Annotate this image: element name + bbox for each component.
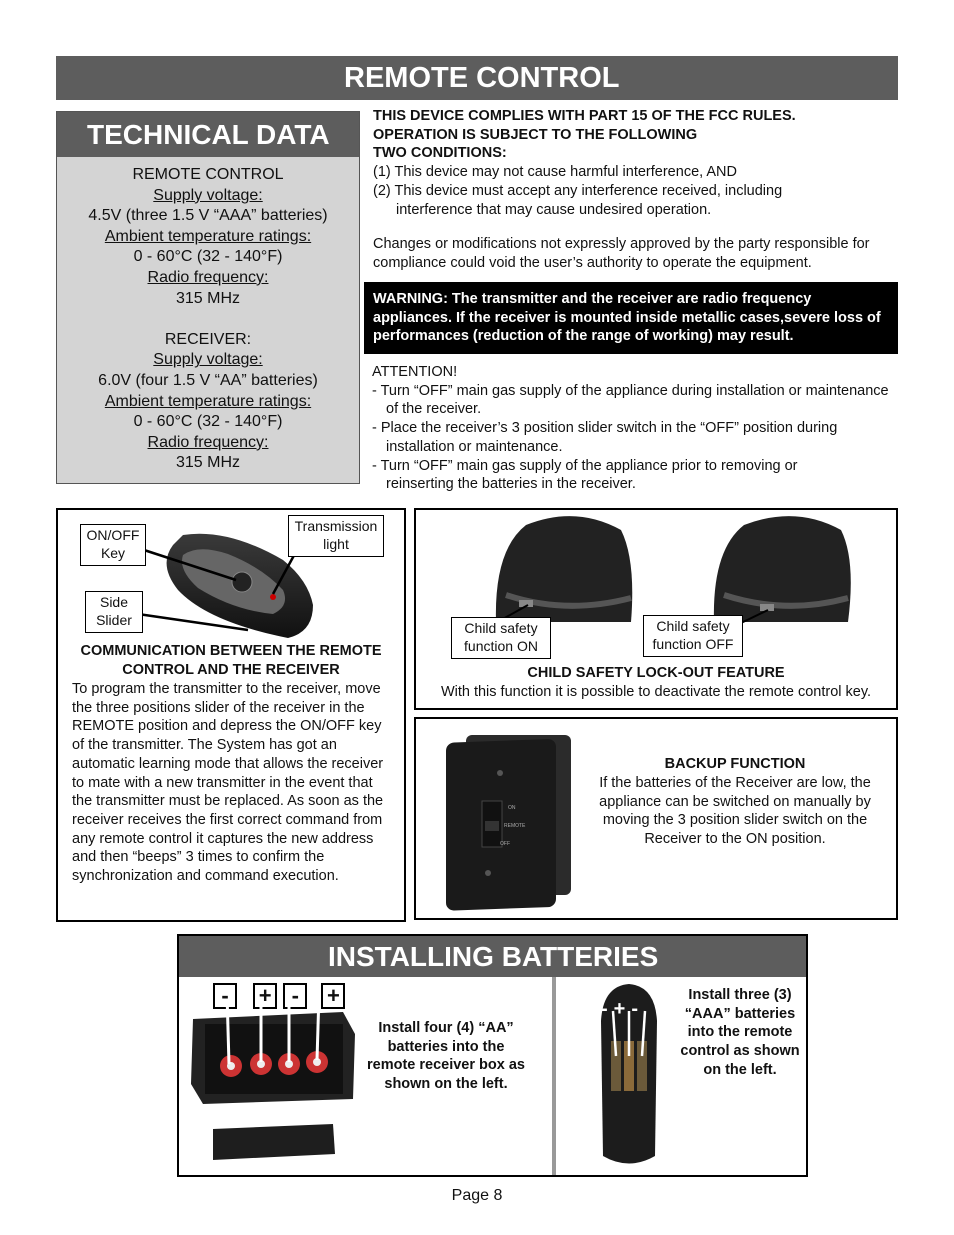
remote-radio-label: Radio frequency:: [147, 268, 269, 286]
remote-temp: 0 - 60°C (32 - 140°F): [133, 248, 283, 266]
attention-item-3: - Turn “OFF” main gas supply of the appliance prior to removing or reinserting the batteries in the receiver.: [372, 457, 798, 493]
receiver-supply-label: Supply voltage:: [153, 351, 263, 369]
switch-label-off: OFF: [500, 841, 510, 847]
receiver-voltage: 6.0V (four 1.5 V “AA” batteries): [98, 371, 318, 389]
receiver-switch-photo: [438, 723, 578, 919]
fcc-line-3: TWO CONDITIONS:: [373, 145, 507, 162]
receiver-radio-label: Radio frequency:: [147, 433, 269, 451]
attention-section: [372, 363, 897, 494]
remote-polarity-3: -: [631, 998, 645, 1020]
backup-body: If the batteries of the Receiver are low, the appliance can be switched on manually by moving the 3 position slider switch on the Receiver to the ON position.: [599, 775, 871, 848]
callout-onoff-key: ON/OFF Key: [80, 524, 146, 566]
receiver-temp: 0 - 60°C (32 - 140°F): [133, 413, 283, 431]
fcc-line-1: THIS DEVICE COMPLIES WITH PART 15 OF THE FCC RULES.: [373, 108, 796, 124]
remote-freq: 315 MHz: [175, 289, 241, 307]
switch-label-remote: REMOTE: [504, 823, 526, 829]
remote-polarity-1: -: [601, 998, 614, 1020]
receiver-label: RECEIVER:: [164, 330, 252, 348]
child-safety-title: CHILD SAFETY LOCK-OUT FEATURE: [527, 665, 785, 681]
communication-body: To program the transmitter to the receiver, move the three positions slider of the receiver in the REMOTE position and depress the ON/OFF key of the transmitter. The System has got an automatic learning mode that allows the receiver to mate with a new transmitter in the event that the transmitter must be replaced. As soon as the receiver receives the first correct command from any remote control it captures the new address and then “beeps” 3 times to confirm the synchronization and command execution.: [72, 681, 384, 885]
page-number: Page 8: [451, 1187, 503, 1204]
receiver-battery-photo: [183, 1004, 363, 1174]
page-banner: [56, 56, 898, 100]
fcc-condition-2: (2) This device must accept any interference received, including interference that may cause undesired operation.: [373, 182, 783, 218]
installing-batteries-title: INSTALLING BATTERIES: [179, 936, 806, 977]
fcc-changes: Changes or modifications not expressly approved by the party responsible for compliance could void the user’s authority to operate the equipment.: [373, 236, 870, 271]
callout-child-safety-on: Child safety function ON: [451, 617, 551, 659]
remote-ambient-label: Ambient temperature ratings:: [104, 227, 312, 245]
warning-box: [364, 282, 898, 354]
technical-data-panel: [56, 111, 360, 484]
attention-title: ATTENTION!: [372, 364, 458, 380]
polarity-2: +: [253, 983, 277, 1009]
child-safety-body: With this function it is possible to deactivate the remote control key.: [440, 684, 872, 700]
warning-text: WARNING: The transmitter and the receiver are radio frequency appliances. If the receiver is mounted inside metallic cases,severe loss of performances (reduction of the range of working) may result.: [373, 291, 881, 345]
remote-label: REMOTE CONTROL: [132, 166, 284, 183]
fcc-section: [373, 107, 898, 273]
callout-child-safety-off: Child safety function OFF: [643, 615, 743, 657]
callout-side-slider: Side Slider: [85, 591, 143, 633]
fcc-line-2: OPERATION IS SUBJECT TO THE FOLLOWING: [373, 126, 698, 143]
attention-item-1: - Turn “OFF” main gas supply of the appliance during installation or maintenance of the receiver.: [372, 382, 889, 418]
attention-item-2: - Place the receiver’s 3 position slider switch in the “OFF” position during installation or maintenance.: [372, 420, 838, 455]
callout-transmission-light: Transmission light: [288, 515, 384, 557]
page-title: REMOTE CONTROL: [344, 62, 620, 94]
receiver-ambient-label: Ambient temperature ratings:: [104, 392, 312, 410]
fcc-condition-1: (1) This device may not cause harmful interference, AND: [373, 164, 738, 181]
child-safety-photo: [416, 510, 896, 630]
remote-polarity-2: +: [613, 998, 632, 1020]
remote-supply-label: Supply voltage:: [153, 186, 263, 204]
polarity-3: -: [283, 983, 307, 1009]
receiver-battery-text: Install four (4) “AA” batteries into the remote receiver box as shown on the left.: [367, 1020, 525, 1093]
remote-battery-text: Install three (3) “AAA” batteries into the remote control as shown on the left.: [680, 987, 800, 1078]
switch-label-on: ON: [508, 805, 516, 811]
polarity-1: -: [213, 983, 237, 1009]
remote-voltage: 4.5V (three 1.5 V “AAA” batteries): [88, 207, 328, 225]
child-safety-box: [414, 508, 898, 710]
backup-title: BACKUP FUNCTION: [664, 756, 806, 772]
technical-data-title: TECHNICAL DATA: [57, 112, 359, 157]
installing-batteries-section: [177, 934, 808, 1177]
receiver-freq: 315 MHz: [175, 454, 241, 472]
polarity-4: +: [321, 983, 345, 1009]
communication-title: COMMUNICATION BETWEEN THE REMOTE CONTROL AND THE RECEIVER: [80, 643, 382, 678]
communication-box: [56, 508, 406, 922]
backup-box: [414, 717, 898, 920]
